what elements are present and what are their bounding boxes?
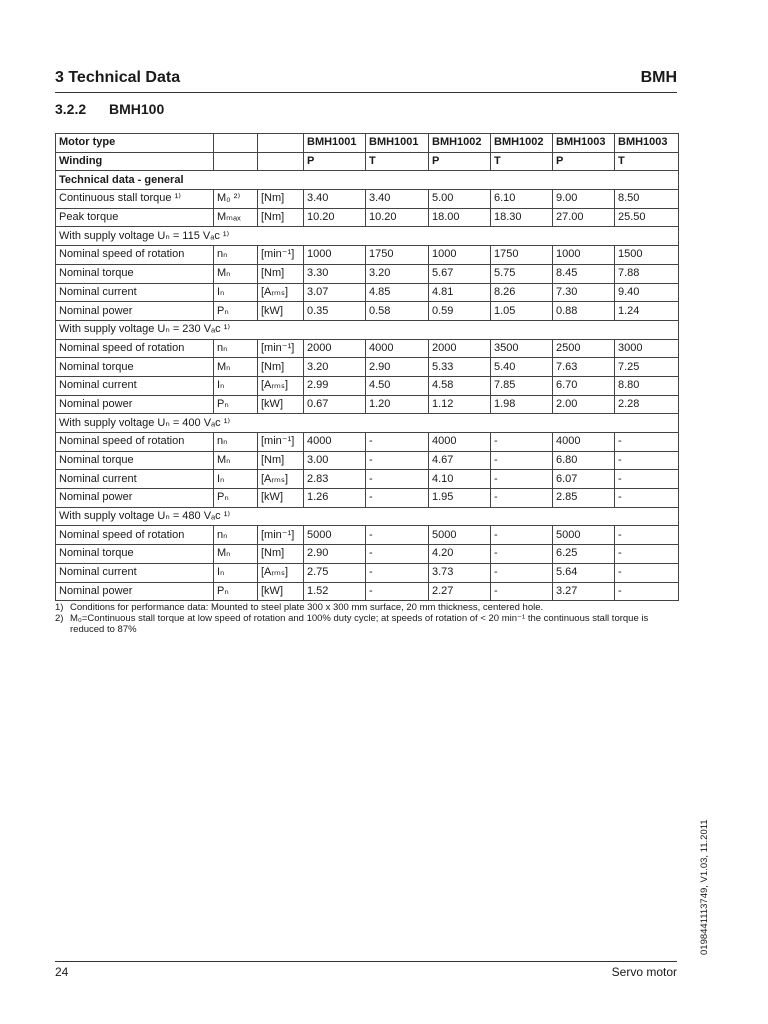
table-cell: - <box>615 489 679 508</box>
table-cell: 5000 <box>304 526 366 545</box>
table-cell: [Aᵣₘₛ] <box>258 376 304 395</box>
table-row <box>56 451 679 470</box>
table-cell: - <box>366 545 429 564</box>
footnotes <box>55 602 678 635</box>
table-cell: Nominal current <box>56 283 214 302</box>
table-cell: Nominal speed of rotation <box>56 246 214 265</box>
table-cell: 3.73 <box>429 563 491 582</box>
table-cell: - <box>366 489 429 508</box>
table-cell: Nominal torque <box>56 358 214 377</box>
table-cell: T <box>491 152 553 171</box>
table-cell: 3.40 <box>366 190 429 209</box>
specifications-table <box>55 133 679 601</box>
table-cell: 8.50 <box>615 190 679 209</box>
table-cell <box>214 134 258 153</box>
table-cell: 1.12 <box>429 395 491 414</box>
table-cell: 9.00 <box>553 190 615 209</box>
table-cell: BMH1002 <box>491 134 553 153</box>
table-cell <box>214 152 258 171</box>
table-cell: 10.20 <box>366 208 429 227</box>
table-cell: Nominal speed of rotation <box>56 526 214 545</box>
table-cell: 1.20 <box>366 395 429 414</box>
table-cell: nₙ <box>214 339 258 358</box>
table-cell: - <box>366 433 429 452</box>
table-cell: Iₙ <box>214 376 258 395</box>
table-cell: 6.25 <box>553 545 615 564</box>
table-cell: - <box>615 433 679 452</box>
table-cell: Motor type <box>56 134 214 153</box>
table-cell: 3.20 <box>304 358 366 377</box>
table-group-row <box>56 414 679 433</box>
table-cell: 7.85 <box>491 376 553 395</box>
table-cell: 1000 <box>429 246 491 265</box>
table-cell: Mₙ <box>214 264 258 283</box>
table-cell: 3000 <box>615 339 679 358</box>
table-cell: 6.80 <box>553 451 615 470</box>
table-cell: With supply voltage Uₙ = 480 Vₐc ¹⁾ <box>56 507 679 526</box>
table-row <box>56 264 679 283</box>
table-cell: Nominal power <box>56 489 214 508</box>
table-cell: 8.26 <box>491 283 553 302</box>
table-cell: [min⁻¹] <box>258 246 304 265</box>
table-cell: Nominal power <box>56 395 214 414</box>
table-cell <box>258 134 304 153</box>
table-cell: [kW] <box>258 489 304 508</box>
table-cell: 8.45 <box>553 264 615 283</box>
table-cell: - <box>491 489 553 508</box>
table-cell: 10.20 <box>304 208 366 227</box>
table-cell: Technical data - general <box>56 171 679 190</box>
table-row <box>56 470 679 489</box>
table-cell: Pₙ <box>214 582 258 601</box>
table-cell: 4000 <box>366 339 429 358</box>
table-cell: 4.58 <box>429 376 491 395</box>
table-cell: 2500 <box>553 339 615 358</box>
table-cell: [Nm] <box>258 358 304 377</box>
table-cell: Pₙ <box>214 489 258 508</box>
table-cell: 7.63 <box>553 358 615 377</box>
table-cell: 8.80 <box>615 376 679 395</box>
table-cell: 4.50 <box>366 376 429 395</box>
table-cell: - <box>491 433 553 452</box>
table-cell: 1750 <box>366 246 429 265</box>
table-cell: [min⁻¹] <box>258 433 304 452</box>
table-cell: [Aᵣₘₛ] <box>258 470 304 489</box>
table-cell: 1.95 <box>429 489 491 508</box>
table-group-row <box>56 507 679 526</box>
table-cell: 3.40 <box>304 190 366 209</box>
table-cell: 0.58 <box>366 302 429 321</box>
table-cell: 2.83 <box>304 470 366 489</box>
table-cell: 5.33 <box>429 358 491 377</box>
table-row <box>56 395 679 414</box>
table-cell: - <box>491 470 553 489</box>
table-cell: 1.26 <box>304 489 366 508</box>
table-cell: Nominal power <box>56 302 214 321</box>
table-cell: - <box>366 451 429 470</box>
table-cell: Nominal speed of rotation <box>56 339 214 358</box>
table-cell: Nominal torque <box>56 451 214 470</box>
table-cell: - <box>615 582 679 601</box>
table-row <box>56 489 679 508</box>
table-cell: 4.10 <box>429 470 491 489</box>
footnote <box>55 613 678 635</box>
table-cell: BMH1002 <box>429 134 491 153</box>
table-cell: 7.88 <box>615 264 679 283</box>
table-section-row <box>56 171 679 190</box>
table-cell: 1.52 <box>304 582 366 601</box>
table-cell: 6.10 <box>491 190 553 209</box>
table-cell: 4.20 <box>429 545 491 564</box>
table-cell: 5.64 <box>553 563 615 582</box>
table-cell: Iₙ <box>214 563 258 582</box>
table-cell: 4.81 <box>429 283 491 302</box>
table-cell: BMH1003 <box>615 134 679 153</box>
table-cell: 4000 <box>429 433 491 452</box>
table-cell: Pₙ <box>214 302 258 321</box>
table-cell: 2.99 <box>304 376 366 395</box>
table-cell: 25.50 <box>615 208 679 227</box>
table-cell: Mₙ <box>214 545 258 564</box>
page-number: 24 <box>55 965 69 979</box>
table-cell: BMH1003 <box>553 134 615 153</box>
table-row <box>56 376 679 395</box>
table-cell: 1750 <box>491 246 553 265</box>
table-cell: - <box>366 582 429 601</box>
table-cell: 3.00 <box>304 451 366 470</box>
footnote-number: 1) <box>55 602 64 613</box>
table-cell: 7.25 <box>615 358 679 377</box>
table-cell: - <box>491 563 553 582</box>
table-cell: Nominal power <box>56 582 214 601</box>
table-cell: - <box>366 563 429 582</box>
table-cell: 3500 <box>491 339 553 358</box>
table-cell: [Nm] <box>258 208 304 227</box>
table-cell: 9.40 <box>615 283 679 302</box>
table-cell: Pₙ <box>214 395 258 414</box>
document-code: 0198441113749, V1.03, 11.2011 <box>699 819 710 955</box>
table-row <box>56 283 679 302</box>
table-cell: 2.90 <box>304 545 366 564</box>
table-cell: P <box>553 152 615 171</box>
table-cell: BMH1001 <box>304 134 366 153</box>
table-cell: 2.90 <box>366 358 429 377</box>
table-cell: 5.40 <box>491 358 553 377</box>
table-cell: 1000 <box>553 246 615 265</box>
page-header <box>55 64 677 93</box>
table-cell: [Nm] <box>258 190 304 209</box>
table-cell: [Aᵣₘₛ] <box>258 283 304 302</box>
table-cell: 18.30 <box>491 208 553 227</box>
table-cell: - <box>615 470 679 489</box>
table-cell: [Aᵣₘₛ] <box>258 563 304 582</box>
table-cell: 5.67 <box>429 264 491 283</box>
section-number: 3.2.2 <box>55 101 87 117</box>
table-cell: Nominal torque <box>56 264 214 283</box>
table-cell: BMH1001 <box>366 134 429 153</box>
table-cell: Nominal current <box>56 563 214 582</box>
table-cell: With supply voltage Uₙ = 400 Vₐc ¹⁾ <box>56 414 679 433</box>
footnote <box>55 602 678 613</box>
table-cell: Mₘₐₓ <box>214 208 258 227</box>
table-cell: - <box>366 526 429 545</box>
table-cell: Mₙ <box>214 451 258 470</box>
table-cell: - <box>366 470 429 489</box>
table-cell: 1.24 <box>615 302 679 321</box>
table-group-row <box>56 320 679 339</box>
table-cell: T <box>615 152 679 171</box>
table-cell: P <box>304 152 366 171</box>
table-cell: 1.05 <box>491 302 553 321</box>
table-cell: 1.98 <box>491 395 553 414</box>
table-cell: 18.00 <box>429 208 491 227</box>
table-cell: [kW] <box>258 395 304 414</box>
table-row <box>56 302 679 321</box>
table-cell: Iₙ <box>214 470 258 489</box>
table-cell: 2.85 <box>553 489 615 508</box>
table-cell: 3.07 <box>304 283 366 302</box>
table-row <box>56 358 679 377</box>
table-cell: [kW] <box>258 582 304 601</box>
table-row <box>56 563 679 582</box>
table-cell: Iₙ <box>214 283 258 302</box>
table-cell: Peak torque <box>56 208 214 227</box>
table-cell: 27.00 <box>553 208 615 227</box>
table-cell: - <box>491 526 553 545</box>
section-title: BMH100 <box>109 101 165 117</box>
table-cell: 4000 <box>304 433 366 452</box>
table-group-row <box>56 227 679 246</box>
table-cell: Continuous stall torque ¹⁾ <box>56 190 214 209</box>
table-cell: T <box>366 152 429 171</box>
table-cell: 2.75 <box>304 563 366 582</box>
table-cell: 1500 <box>615 246 679 265</box>
table-cell: [kW] <box>258 302 304 321</box>
table-cell: 5000 <box>553 526 615 545</box>
table-cell: - <box>491 451 553 470</box>
table-cell: [min⁻¹] <box>258 526 304 545</box>
table-cell: 2.00 <box>553 395 615 414</box>
table-cell: 6.70 <box>553 376 615 395</box>
table-cell: Nominal current <box>56 376 214 395</box>
table-cell: 2000 <box>304 339 366 358</box>
table-cell: nₙ <box>214 433 258 452</box>
table-cell: - <box>491 545 553 564</box>
table-cell: [Nm] <box>258 264 304 283</box>
section-heading <box>55 101 164 117</box>
table-cell: P <box>429 152 491 171</box>
table-cell: 6.07 <box>553 470 615 489</box>
footnote-text: Conditions for performance data: Mounted to steel plate 300 x 300 mm surface, 20 mm thickness, centered hole. <box>70 602 544 613</box>
chapter-title: 3 Technical Data <box>55 69 181 86</box>
table-cell: 3.30 <box>304 264 366 283</box>
page-footer <box>55 961 677 984</box>
table-row <box>56 433 679 452</box>
table-row <box>56 190 679 209</box>
table-body <box>56 134 679 601</box>
table-cell: Nominal torque <box>56 545 214 564</box>
table-cell: [min⁻¹] <box>258 339 304 358</box>
table-cell: Nominal current <box>56 470 214 489</box>
table-cell: - <box>615 563 679 582</box>
table-cell <box>258 152 304 171</box>
table-cell: With supply voltage Uₙ = 230 Vₐc ¹⁾ <box>56 320 679 339</box>
table-cell: 5000 <box>429 526 491 545</box>
table-cell: 3.20 <box>366 264 429 283</box>
table-row <box>56 545 679 564</box>
table-cell: 4000 <box>553 433 615 452</box>
table-cell: With supply voltage Uₙ = 115 Vₐc ¹⁾ <box>56 227 679 246</box>
table-cell: Mₙ <box>214 358 258 377</box>
table-cell: 2.28 <box>615 395 679 414</box>
table-cell: 4.85 <box>366 283 429 302</box>
table-row <box>56 582 679 601</box>
table-cell: 7.30 <box>553 283 615 302</box>
table-cell: M₀ ²⁾ <box>214 190 258 209</box>
table-cell: 5.00 <box>429 190 491 209</box>
table-cell: 5.75 <box>491 264 553 283</box>
table-cell: - <box>615 526 679 545</box>
footnote-number: 2) <box>55 613 64 624</box>
footnote-text: M₀=Continuous stall torque at low speed of rotation and 100% duty cycle; at speeds of rotation of < 20 min⁻¹ the continuous stall torque is reduced to 87% <box>70 613 649 635</box>
table-row <box>56 526 679 545</box>
table-row <box>56 208 679 227</box>
table-cell: 4.67 <box>429 451 491 470</box>
table-cell: Winding <box>56 152 214 171</box>
table-cell: - <box>491 582 553 601</box>
table-cell: 0.67 <box>304 395 366 414</box>
table-cell: 0.88 <box>553 302 615 321</box>
table-cell: [Nm] <box>258 451 304 470</box>
table-row <box>56 246 679 265</box>
table-cell: nₙ <box>214 246 258 265</box>
table-cell: 2000 <box>429 339 491 358</box>
product-name: BMH <box>640 69 677 86</box>
table-header-row <box>56 152 679 171</box>
table-cell: 0.35 <box>304 302 366 321</box>
table-cell: Nominal speed of rotation <box>56 433 214 452</box>
table-cell: - <box>615 545 679 564</box>
table-header-row <box>56 134 679 153</box>
table-cell: [Nm] <box>258 545 304 564</box>
table-cell: 1000 <box>304 246 366 265</box>
table-cell: nₙ <box>214 526 258 545</box>
table-cell: 0.59 <box>429 302 491 321</box>
table-cell: - <box>615 451 679 470</box>
table-row <box>56 339 679 358</box>
table-cell: 2.27 <box>429 582 491 601</box>
document-title: Servo motor <box>611 965 677 979</box>
table-cell: 3.27 <box>553 582 615 601</box>
